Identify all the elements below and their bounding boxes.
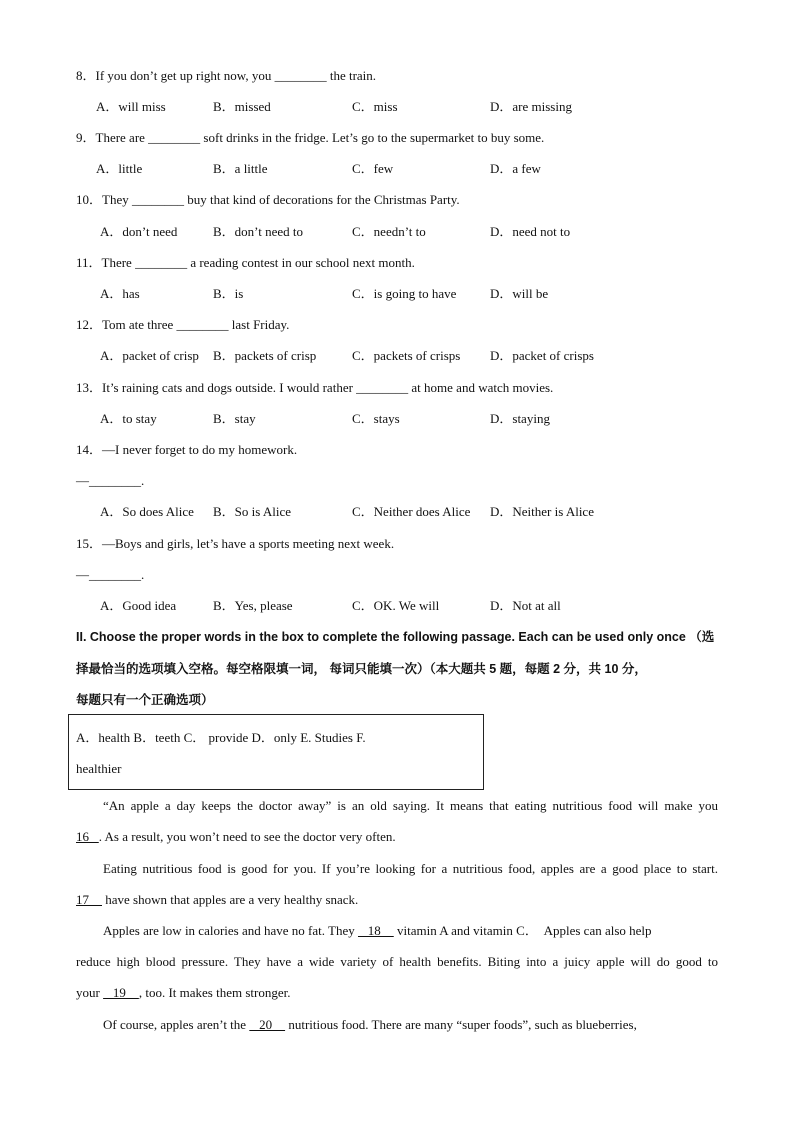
question-12-option-c: C．packets of crisps (352, 348, 461, 363)
question-9-option-d: D．a few (490, 161, 541, 176)
passage-p4-line-1-b: nutritious food. There are many “super foods”, such as blueberries, (285, 1017, 637, 1032)
passage-p3-line-2: reduce high blood pressure. They have a wide variety of health benefits. Biting into a juicy apple will do good to (76, 954, 718, 969)
blank-17: 17 (76, 892, 102, 907)
question-12-option-d: D．packet of crisps (490, 348, 594, 363)
question-10-option-c: C．needn’t to (352, 224, 426, 239)
word-box-line-2: healthier (76, 761, 122, 776)
question-8-stem: 8．If you don’t get up right now, you ________ the train. (76, 68, 377, 83)
blank-16: 16 (76, 829, 99, 844)
question-9-option-b: B．a little (213, 161, 268, 176)
question-14-option-d: D．Neither is Alice (490, 504, 594, 519)
passage-p3-line-3 (76, 985, 290, 1001)
question-11-option-b: B．is (213, 286, 244, 301)
question-15-option-d: D．Not at all (490, 598, 561, 613)
passage-p2-line-2-text: have shown that apples are a very healthy snack. (102, 892, 359, 907)
question-15-reply: —________. (76, 567, 145, 582)
blank-19: 19 (103, 985, 139, 1000)
question-14-option-c: C．Neither does Alice (352, 504, 471, 519)
question-10-stem: 10．They ________ buy that kind of decorations for the Christmas Party. (76, 192, 460, 207)
passage-p3-line-1 (103, 923, 652, 939)
word-box-line-1: A．health B．teeth C． provide D．only E. Studies F. (76, 730, 366, 745)
blank-20: 20 (249, 1017, 286, 1032)
question-14-option-a: A．So does Alice (100, 504, 194, 519)
section-2-heading-line-2: 择最恰当的选项填入空格。每空格限填一词， 每词只能填一次）（本大题共 5 题，每题 2 分，共 10 分， (76, 662, 647, 676)
question-8-option-d: D．are missing (490, 99, 572, 114)
question-11-option-a: A．has (100, 286, 140, 301)
question-15-stem: 15．—Boys and girls, let’s have a sports meeting next week. (76, 536, 395, 551)
passage-p2-line-2 (76, 892, 358, 908)
passage-p4-line-1 (103, 1017, 637, 1033)
question-11-option-c: C．is going to have (352, 286, 457, 301)
question-14-stem: 14．—I never forget to do my homework. (76, 442, 298, 457)
passage-p3-line-1-b: vitamin A and vitamin C． Apples can also help (393, 923, 652, 938)
passage-p3-line-3-a: your (76, 985, 104, 1000)
question-10-option-b: B．don’t need to (213, 224, 304, 239)
question-14-option-b: B．So is Alice (213, 504, 292, 519)
passage-p4-line-1-a: Of course, apples aren’t the (103, 1017, 250, 1032)
question-12-stem: 12．Tom ate three ________ last Friday. (76, 317, 290, 332)
question-12-option-b: B．packets of crisp (213, 348, 317, 363)
question-11-option-d: D．will be (490, 286, 549, 301)
question-15-option-b: B．Yes, please (213, 598, 293, 613)
question-8-option-b: B．missed (213, 99, 271, 114)
question-13-option-a: A．to stay (100, 411, 157, 426)
passage-p2-line-1: Eating nutritious food is good for you. If you’re looking for a nutritious food, apples are a good place to start. (103, 861, 718, 876)
question-15-option-a: A．Good idea (100, 598, 177, 613)
question-15-option-c: C．OK. We will (352, 598, 440, 613)
question-13-stem: 13．It’s raining cats and dogs outside. I would rather ________ at home and watch movies. (76, 380, 554, 395)
word-box (68, 714, 484, 790)
question-11-stem: 11．There ________ a reading contest in our school next month. (76, 255, 415, 270)
question-9-stem: 9．There are ________ soft drinks in the fridge. Let’s go to the supermarket to buy some. (76, 130, 545, 145)
question-10-option-d: D．need not to (490, 224, 571, 239)
question-9-option-c: C．few (352, 161, 394, 176)
question-8-option-a: A．will miss (96, 99, 166, 114)
question-13-option-d: D．staying (490, 411, 550, 426)
question-8-option-c: C．miss (352, 99, 398, 114)
question-13-option-b: B．stay (213, 411, 256, 426)
question-14-reply: —________. (76, 473, 145, 488)
passage-p3-line-3-b: , too. It makes them stronger. (138, 985, 291, 1000)
question-9-option-a: A．little (96, 161, 143, 176)
blank-18: 18 (357, 923, 394, 938)
passage-p3-line-1-a: Apples are low in calories and have no fat. They (103, 923, 358, 938)
section-2-heading-line-1: II. Choose the proper words in the box to complete the following passage. Each can be used only once （选 (76, 630, 715, 644)
question-13-option-c: C．stays (352, 411, 400, 426)
passage-p1-line-2 (76, 829, 396, 845)
question-10-option-a: A．don’t need (100, 224, 178, 239)
section-2-heading-line-3: 每题只有一个正确选项） (76, 693, 214, 707)
question-12-option-a: A．packet of crisp (100, 348, 199, 363)
passage-p1-line-2-text: . As a result, you won’t need to see the doctor very often. (98, 829, 396, 844)
passage-p1-line-1: “An apple a day keeps the doctor away” is an old saying. It means that eating nutritious food will make you (103, 798, 718, 813)
